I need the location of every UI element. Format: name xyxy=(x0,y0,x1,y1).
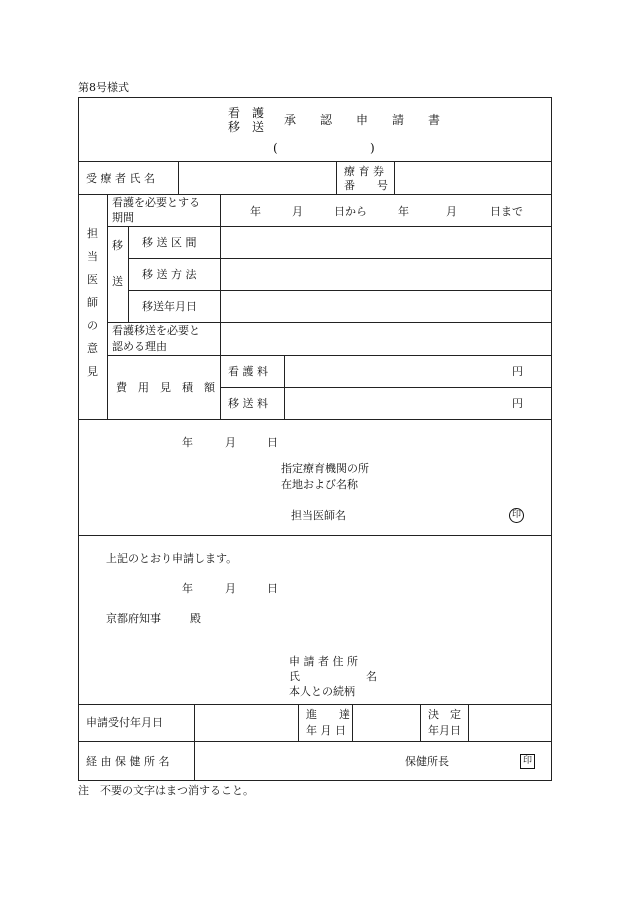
nursing-period-label-2: 期間 xyxy=(112,211,134,224)
decision-label-2: 年月日 xyxy=(428,724,461,737)
period-day-from: 日から xyxy=(334,205,367,218)
period-month-from: 月 xyxy=(292,205,303,218)
patient-name-label: 受 療 者 氏 名 xyxy=(86,172,155,185)
ticket-number-field[interactable] xyxy=(396,164,550,192)
application-statement: 上記のとおり申請します。 xyxy=(106,552,238,565)
cost-estimate-label: 費 用 見 積 額 xyxy=(116,381,215,394)
transfer-date-label: 移送年月日 xyxy=(142,300,197,313)
period-year-from: 年 xyxy=(250,205,261,218)
vline-progress-right xyxy=(352,704,353,741)
transfer-date-field[interactable] xyxy=(222,292,550,320)
patient-name-field[interactable] xyxy=(180,164,334,192)
footnote: 注 不要の文字はまつ消すること。 xyxy=(78,784,254,797)
addressee-honorific: 殿 xyxy=(190,612,201,625)
via-health-center-label: 経 由 保 健 所 名 xyxy=(86,755,170,768)
vline-fee-labels xyxy=(284,355,285,419)
transfer-method-label: 移 送 方 法 xyxy=(142,268,197,281)
doctor-seal-icon: 印 xyxy=(509,508,524,523)
doctor-sign-year: 年 xyxy=(182,436,193,449)
health-center-director-label: 保健所長 xyxy=(405,755,449,768)
vline-office-labels xyxy=(194,704,195,781)
divider-opinion-end xyxy=(78,419,552,420)
via-health-center-field[interactable] xyxy=(196,743,396,779)
progress-date-field[interactable] xyxy=(354,706,418,739)
decision-date-field[interactable] xyxy=(470,706,550,739)
vline-opinion-labels xyxy=(220,194,221,419)
addressee-governor: 京都府知事 xyxy=(106,612,161,625)
transfer-method-field[interactable] xyxy=(222,260,550,288)
transfer-section-label: 移 送 区 間 xyxy=(142,236,197,249)
institution-label-1: 指定療育機関の所 xyxy=(281,462,369,475)
transfer-fee-field[interactable] xyxy=(286,389,506,417)
transfer-side-label-2: 送 xyxy=(112,275,123,288)
period-day-until: 日まで xyxy=(490,205,523,218)
ticket-label-2: 番 号 xyxy=(344,179,388,192)
title-paren-open: ( xyxy=(273,141,278,155)
divider-application xyxy=(78,704,552,705)
nursing-fee-field[interactable] xyxy=(286,357,506,385)
divider-period xyxy=(107,226,552,227)
title-approval-application: 承 認 申 請 書 xyxy=(284,113,441,127)
title-kango: 看 護 xyxy=(228,106,265,120)
applicant-name-label-2: 名 xyxy=(366,670,377,683)
title-paren-close: ) xyxy=(370,141,375,155)
title-isou: 移 送 xyxy=(228,120,265,134)
transfer-fee-unit: 円 xyxy=(512,397,523,410)
transfer-section-field[interactable] xyxy=(222,228,550,256)
reason-label-1: 看護移送を必要と xyxy=(112,324,200,337)
period-year-until: 年 xyxy=(398,205,409,218)
divider-office-row xyxy=(78,741,552,742)
applicant-address-label: 申 請 者 住 所 xyxy=(289,655,358,668)
period-month-until: 月 xyxy=(446,205,457,218)
receipt-date-label: 申請受付年月日 xyxy=(86,716,163,729)
divider-title xyxy=(78,161,552,162)
application-day: 日 xyxy=(267,582,278,595)
reason-label-2: 認める理由 xyxy=(112,340,167,353)
nursing-fee-unit: 円 xyxy=(512,365,523,378)
vline-ticket-label-left xyxy=(336,161,337,194)
doctor-sign-day: 日 xyxy=(267,436,278,449)
application-year: 年 xyxy=(182,582,193,595)
progress-label-1: 進 達 xyxy=(306,708,350,721)
divider-doctor-sign xyxy=(78,535,552,536)
transfer-side-label-1: 移 xyxy=(112,239,123,252)
reason-field[interactable] xyxy=(222,324,550,353)
relation-label: 本人との続柄 xyxy=(289,685,355,698)
applicant-name-label-1: 氏 xyxy=(289,670,300,683)
divider-transfer-method xyxy=(128,290,552,291)
divider-transfer-date xyxy=(107,322,552,323)
ticket-label-1: 療 育 券 xyxy=(344,165,384,178)
decision-label-1: 決 定 xyxy=(428,708,461,721)
progress-label-2: 年 月 日 xyxy=(306,724,346,737)
divider-fees xyxy=(220,387,552,388)
vline-decision-right xyxy=(468,704,469,741)
divider-transfer-section xyxy=(128,258,552,259)
transfer-fee-label: 移 送 料 xyxy=(228,397,268,410)
divider-reason xyxy=(107,355,552,356)
vline-transfer-side xyxy=(128,226,129,322)
vline-patient-label xyxy=(178,161,179,194)
institution-label-2: 在地および名称 xyxy=(281,478,358,491)
director-seal-icon: 印 xyxy=(520,754,535,769)
form-number: 第8号様式 xyxy=(78,81,129,94)
doctor-name-label: 担当医師名 xyxy=(291,509,346,522)
application-month: 月 xyxy=(225,582,236,595)
receipt-date-field[interactable] xyxy=(196,706,296,739)
divider-patient-row xyxy=(78,194,552,195)
vline-opinion-side xyxy=(107,194,108,419)
nursing-fee-label: 看 護 料 xyxy=(228,365,268,378)
vline-progress-left xyxy=(298,704,299,741)
vline-decision-left xyxy=(420,704,421,741)
nursing-period-label-1: 看護を必要とする xyxy=(112,196,200,209)
vline-ticket-label-right xyxy=(394,161,395,194)
doctor-sign-month: 月 xyxy=(225,436,236,449)
